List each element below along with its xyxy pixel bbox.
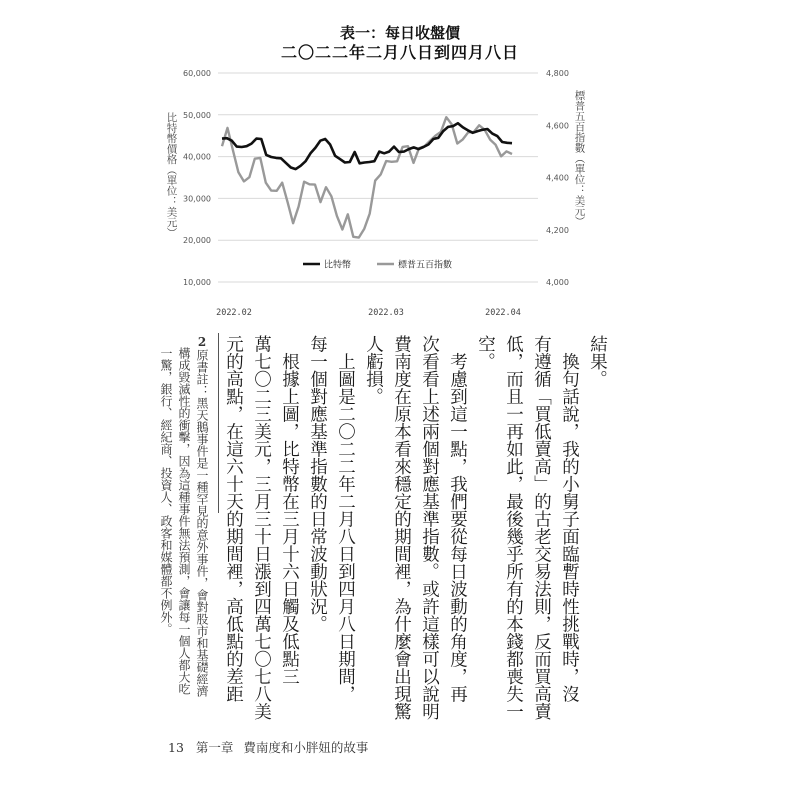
y-axis-title-left: 比特幣價格（單位：美元） xyxy=(165,112,178,238)
body-column: 空。 xyxy=(475,335,496,370)
y2-tick-label: 4,200 xyxy=(546,225,569,235)
bitcoin-series-line xyxy=(222,123,512,169)
body-column: 低，而且一再如此，最後幾乎所有的本錢都喪失一 xyxy=(503,335,524,720)
body-column: 費南度在原本看來穩定的期間裡，為什麼會出現驚 xyxy=(391,335,412,720)
body-column: 元的高點，在這六十天的期間裡，高低點的差距 xyxy=(223,335,244,703)
y-tick-label: 50,000 xyxy=(183,110,211,120)
body-column: 根據上圖，比特幣在三月十六日觸及低點三 xyxy=(279,335,300,685)
chart-title: 表一：每日收盤價 xyxy=(339,24,460,42)
y-tick-label: 10,000 xyxy=(183,278,211,287)
page-number: 13 xyxy=(168,740,184,755)
y-tick-label: 40,000 xyxy=(183,152,211,162)
chart-subtitle: 二〇二二年二月八日到四月八日 xyxy=(280,43,519,62)
page-footer xyxy=(168,738,368,756)
footnote-column: 一驚，銀行、經紀商、投資人、政客和媒體都不例外。 xyxy=(159,347,173,635)
y2-tick-label: 4,800 xyxy=(546,69,569,78)
body-column: 次看看上述兩個對應基準指數。或許這樣可以說明 xyxy=(419,335,440,720)
footnote-column xyxy=(196,335,208,697)
body-column: 結果。 xyxy=(587,335,608,388)
footnote-text: 原書註：黑天鵝事件是一種罕見的意外事件，會對股市和基礎經濟 xyxy=(195,349,209,697)
x-tick-label: 2022.03 xyxy=(368,308,404,318)
body-column: 換句話說，我的小舅子面臨暫時性挑戰時，沒 xyxy=(559,335,580,703)
footnote-divider xyxy=(218,333,219,513)
y2-tick-label: 4,000 xyxy=(546,278,569,287)
x-tick-label: 2022.04 xyxy=(485,308,521,318)
body-column: 考慮到這一點，我們要從每日波動的角度，再 xyxy=(447,335,468,703)
legend-bitcoin-label: 比特幣 xyxy=(324,260,352,271)
x-tick-label: 2022.02 xyxy=(216,308,252,318)
y-axis-title-right: 標普五百指數（單位：美元） xyxy=(573,90,586,227)
chapter-label: 第一章 xyxy=(195,740,234,755)
footnote-column: 構成毀滅性的衝擊，因為這種事件無法預測，會讓每一個人都大吃 xyxy=(177,347,191,695)
body-column: 萬七〇二三美元，三月三十日漲到四萬七〇七八美 xyxy=(251,335,272,720)
footnote-number: 2 xyxy=(195,335,209,349)
body-column: 上圖是二〇二二年二月八日到四月八日期間， xyxy=(335,335,356,703)
y-tick-label: 20,000 xyxy=(183,236,211,246)
y2-tick-label: 4,400 xyxy=(546,173,569,183)
body-column: 有遵循「買低賣高」的古老交易法則，反而買高賣 xyxy=(531,335,552,720)
sp500-series-line xyxy=(222,117,512,237)
y-tick-label: 30,000 xyxy=(183,194,211,204)
y-tick-label: 60,000 xyxy=(183,69,211,78)
body-column: 每一個對應基準指數的日常波動狀況。 xyxy=(307,335,328,633)
legend-sp500-label: 標普五百指數 xyxy=(398,260,453,271)
body-column: 人虧損。 xyxy=(363,335,384,405)
line-chart xyxy=(0,0,800,330)
y2-tick-label: 4,600 xyxy=(546,121,569,131)
chapter-title: 費南度和小胖妞的故事 xyxy=(243,740,369,755)
